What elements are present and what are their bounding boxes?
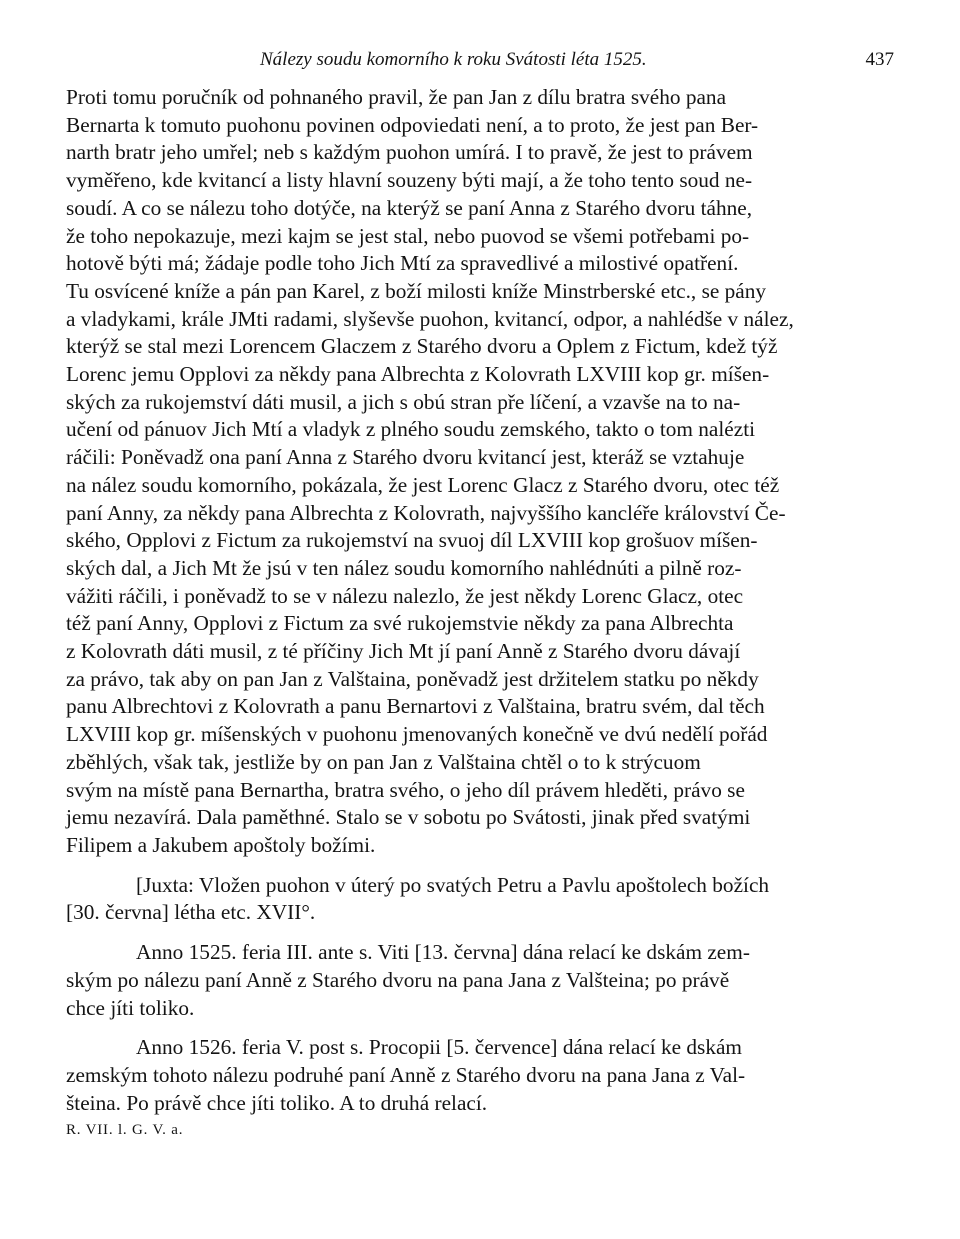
text-line: chce jíti toliko. [66, 995, 195, 1020]
text-line: paní Anny, za někdy pana Albrechta z Kolovrath, najvyššího kancléře království Če- [66, 500, 786, 525]
text-line: soudí. A co se nálezu toho dotýče, na kterýž se paní Anna z Starého dvoru táhne, [66, 195, 753, 220]
text-line: jemu nezavírá. Dala paměthné. Stalo se v sobotu po Svátosti, jinak před svatými [66, 805, 751, 830]
text-line: zemským tohoto nálezu podruhé paní Anně z Starého dvoru na pana Jana z Val- [66, 1062, 746, 1087]
text-line: Anno 1526. feria V. post s. Procopii [5. července] dána relací ke dskám [136, 1035, 742, 1060]
document-page [66, 44, 894, 1144]
text-line: Filipem a Jakubem apoštoly božími. [66, 832, 376, 857]
text-line: Anno 1525. feria III. ante s. Viti [13. června] dána relací ke dskám zem- [136, 940, 750, 965]
text-line: Bernarta k tomuto puohonu povinen odpoviedati není, a to proto, že jest pan Ber- [66, 112, 759, 137]
text-line: šteina. Po právě chce jíti toliko. A to druhá relací. [66, 1090, 488, 1115]
text-line: vyměřeno, kde kvitancí a listy hlavní souzeny býti mají, a že toho tento soud ne- [66, 168, 753, 193]
text-line: a vladykami, krále JMti radami, slyševše puohon, kvitancí, odpor, a nahlédše v nález, [66, 306, 794, 331]
body-text [66, 84, 894, 1144]
text-line: vážiti ráčili, i poněvadž to se v nálezu nalezlo, že jest někdy Lorenc Glacz, otec [66, 583, 744, 608]
text-line: ského, Opplovi z Fictum za rukojemství na svuoj díl LXVIII kop grošuov míšen- [66, 528, 758, 553]
running-title: Nálezy soudu komorního k roku Svátosti léta 1525. [260, 49, 647, 70]
juxta-note [66, 872, 894, 927]
paragraph-gap [66, 1022, 894, 1034]
text-line: LXVIII kop gr. míšenských v puohonu jmenovaných konečně ve dvú nedělí pořád [66, 722, 768, 747]
text-line: [Juxta: Vložen puohon v úterý po svatých Petru a Pavlu apoštolech božích [136, 872, 770, 897]
text-line: panu Albrechtovi z Kolovrath a panu Bernartovi z Valštaina, bratru svém, dal těch [66, 694, 765, 719]
text-line: učení od pánuov Jich Mtí a vladyk z plného soudu zemského, takto o tom nalézti [66, 417, 756, 442]
text-line: ským po nálezu paní Anně z Starého dvoru na pana Jana z Valšteina; po právě [66, 967, 730, 992]
text-line: narth bratr jeho umřel; neb s každým puohon umírá. I to pravě, že jest to právem [66, 140, 753, 165]
paragraph-gap [66, 860, 894, 872]
text-line: ských za rukojemství dáti musil, a jich s obú stran pře líčení, a vzavše na to na- [66, 389, 741, 414]
text-line: na nález soudu komorního, pokázala, že jest Lorenc Glacz z Starého dvoru, otec též [66, 472, 780, 497]
text-line: z Kolovrath dáti musil, z té příčiny Jich Mt jí paní Anně z Starého dvoru dávají [66, 639, 741, 664]
source-reference: R. VII. l. G. V. a. [66, 1122, 184, 1139]
text-line: zběhlých, však tak, jestliže by on pan Jan z Valštaina chtěl o to k strýcuom [66, 749, 701, 774]
text-line: za právo, tak aby on pan Jan z Valštaina, poněvadž jest držitelem statku po někdy [66, 666, 759, 691]
text-line: Tu osvícené kníže a pán pan Karel, z boží milosti kníže Minstrberské etc., se pány [66, 278, 767, 303]
running-head [66, 44, 894, 76]
judgment-paragraph [66, 84, 894, 860]
text-line: svým na místě pana Bernartha, bratra svého, o jeho díl právem hleděti, právo se [66, 777, 745, 802]
paragraph-gap [66, 927, 894, 939]
relation-note-1525 [66, 939, 894, 1022]
text-line: [30. června] létha etc. XVII°. [66, 900, 316, 925]
text-line: hotově býti má; žádaje podle toho Jich Mtí za spravedlivé a milostivé opatření. [66, 251, 739, 276]
text-line: též paní Anny, Opplovi z Fictum za své rukojemstvie někdy za pana Albrechta [66, 611, 734, 636]
text-line: kterýž se stal mezi Lorencem Glaczem z Starého dvoru a Oplem z Fictum, kdež týž [66, 334, 778, 359]
relation-note-1526 [66, 1034, 894, 1117]
text-line: ských dal, a Jich Mt že jsú v ten nález soudu komorního nahlédnúti a pilně roz- [66, 555, 742, 580]
text-line: ráčili: Poněvadž ona paní Anna z Starého dvoru kvitancí jest, kteráž se vztahuje [66, 445, 745, 470]
text-line: Lorenc jemu Opplovi za někdy pana Albrechta z Kolovrath LXVIII kop gr. míšen- [66, 362, 770, 387]
text-line: že toho nepokazuje, mezi kajm se jest stal, nebo puovod se všemi potřebami po- [66, 223, 750, 248]
page-number: 437 [865, 49, 894, 70]
text-line: Proti tomu poručník od pohnaného pravil, že pan Jan z dílu bratra svého pana [66, 85, 727, 109]
